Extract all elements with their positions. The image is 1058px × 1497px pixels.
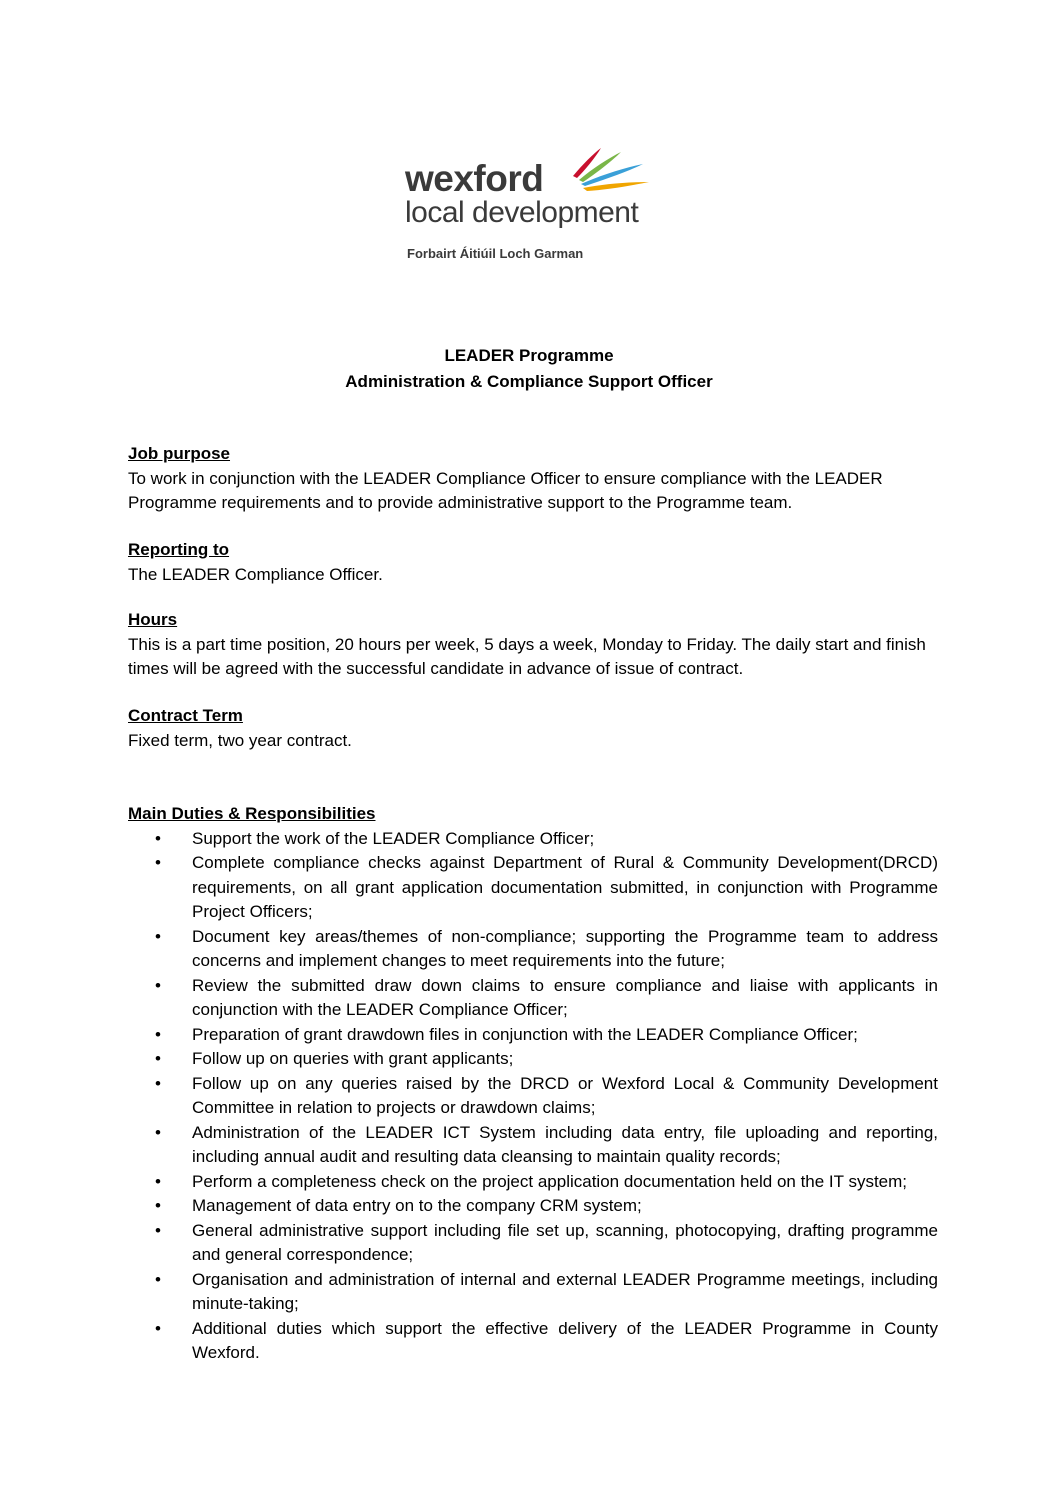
reporting-body: The LEADER Compliance Officer.	[128, 564, 383, 584]
list-item	[128, 1023, 938, 1048]
list-item-text: Additional duties which support the effective delivery of the LEADER Programme in County Wexford.	[192, 1318, 938, 1362]
list-item-text: Support the work of the LEADER Compliance Officer;	[192, 828, 595, 848]
bullet-icon: •	[155, 1220, 161, 1240]
hours-heading: Hours	[128, 610, 178, 629]
bullet-icon: •	[155, 1049, 161, 1068]
list-item-text: Review the submitted draw down claims to ensure compliance and liaise with applicants in conjunction with the LEADER Compliance Officer;	[192, 975, 938, 1019]
position-title: Administration & Compliance Support Officer	[345, 372, 713, 391]
logo-name: wexford	[405, 158, 544, 199]
list-item	[128, 1047, 938, 1072]
list-item	[128, 1170, 938, 1195]
list-item-text: Organisation and administration of internal and external LEADER Programme meetings, including minute-taking;	[192, 1269, 938, 1313]
reporting-heading: Reporting to	[128, 540, 230, 559]
list-item-text: Perform a completeness check on the project application documentation held on the IT system;	[192, 1171, 908, 1191]
list-item-text: Document key areas/themes of non-compliance; supporting the Programme team to address concerns and implement changes to meet requirements into the future;	[192, 926, 938, 970]
bullet-icon: •	[155, 853, 161, 872]
job-purpose-body: To work in conjunction with the LEADER Compliance Officer to ensure compliance with the LEADER Programme requirements and to provide administrative support to the Programme team.	[128, 468, 883, 512]
contract-heading: Contract Term	[128, 706, 243, 725]
bullet-icon: •	[155, 1122, 161, 1142]
bullet-icon: •	[155, 1318, 161, 1338]
list-item	[128, 1121, 938, 1170]
list-item-text: General administrative support including file set up, scanning, photocopying, drafting programme and general correspondence;	[192, 1220, 938, 1264]
list-item	[128, 1072, 938, 1121]
logo-subtitle: local development	[405, 196, 639, 229]
list-item-text: Management of data entry on to the company CRM system;	[192, 1196, 642, 1215]
list-item	[128, 1317, 938, 1366]
bullet-icon: •	[155, 828, 161, 848]
wexford-local-development-logo	[405, 146, 655, 266]
programme-title: LEADER Programme	[444, 346, 614, 365]
job-purpose-heading: Job purpose	[128, 444, 231, 463]
list-item-text: Follow up on any queries raised by the DRCD or Wexford Local & Community Development Committee in relation to projects or drawdown claims;	[192, 1073, 938, 1117]
list-item	[128, 974, 938, 1023]
duties-list	[128, 827, 938, 1366]
list-item	[128, 1219, 938, 1268]
list-item-text: Administration of the LEADER ICT System including data entry, file uploading and reporting, including annual audit and resulting data cleansing to maintain quality records;	[192, 1122, 938, 1166]
reporting-section	[128, 538, 938, 587]
duties-heading: Main Duties & Responsibilities	[128, 804, 376, 823]
bullet-icon: •	[155, 1269, 161, 1289]
hours-body: This is a part time position, 20 hours per week, 5 days a week, Monday to Friday. The daily start and finish times will be agreed with the successful candidate in advance of issue of contract.	[128, 634, 926, 678]
bullet-icon: •	[155, 926, 161, 946]
bullet-icon: •	[155, 1024, 161, 1044]
list-item-text: Complete compliance checks against Department of Rural & Community Development(DRCD) requirements, on all grant application documentation submitted, in conjunction with Programme Project Officers;	[192, 853, 938, 921]
bullet-icon: •	[155, 975, 161, 995]
list-item-text: Follow up on queries with grant applicants;	[192, 1049, 514, 1068]
swoosh-logo-icon	[571, 146, 651, 192]
bullet-icon: •	[155, 1073, 161, 1093]
logo-irish-name: Forbairt Áitiúil Loch Garman	[407, 246, 584, 261]
list-item	[128, 851, 938, 925]
list-item	[128, 827, 938, 852]
contract-body: Fixed term, two year contract.	[128, 730, 352, 750]
list-item	[128, 1268, 938, 1317]
list-item	[128, 1194, 938, 1219]
bullet-icon: •	[155, 1171, 161, 1191]
hours-section	[128, 608, 938, 682]
contract-section	[128, 704, 938, 753]
list-item-text: Preparation of grant drawdown files in conjunction with the LEADER Compliance Officer;	[192, 1024, 858, 1044]
duties-section	[128, 802, 938, 1366]
job-purpose-section	[128, 442, 938, 516]
bullet-icon: •	[155, 1196, 161, 1215]
list-item	[128, 925, 938, 974]
